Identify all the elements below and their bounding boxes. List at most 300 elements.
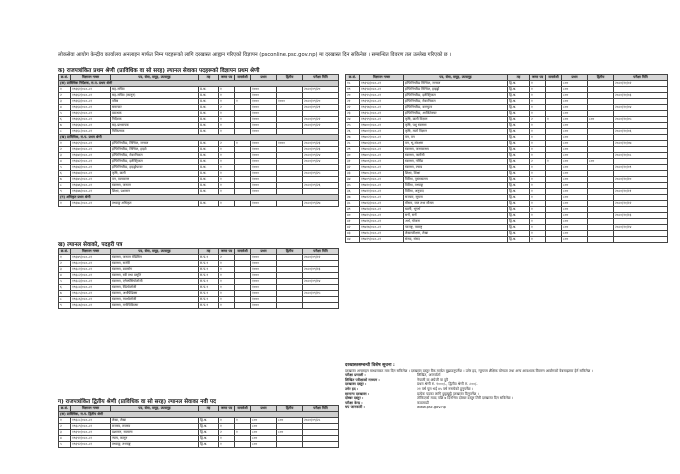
table-cell: १	[546, 117, 562, 123]
table-cell: वन, भू-संरक्षण	[404, 141, 508, 147]
table-cell: द्वि.श्र.	[508, 117, 530, 123]
table-cell: २२	[346, 105, 360, 111]
table-cell: स्वास्थ्य, प्याथोलोजी	[111, 297, 199, 303]
table-cell: ३४	[346, 177, 360, 183]
table-cell: ८००	[562, 93, 588, 99]
table-cell: ८००	[562, 225, 588, 231]
table-cell: ८००	[562, 147, 588, 153]
table-cell: १	[219, 303, 235, 309]
table-cell: १	[530, 219, 546, 225]
table-cell: २०८०/०९/२०	[303, 99, 339, 105]
col-first: प्रथम	[251, 75, 277, 81]
table-cell: विविध, अनुवाद	[404, 189, 508, 195]
col-post: पद, सेवा, समूह, उपसमूह	[111, 249, 199, 255]
note-value: प्रत्येक पदका लागि छुट्टाछुट्टै दरखास्त दिनुपर्नेछ ।	[417, 391, 479, 396]
table-cell: २०८०/०९/१५	[303, 291, 339, 297]
table-cell: ८००	[562, 201, 588, 207]
table-cell: २०८०/०९/१३	[303, 267, 339, 273]
table-cell: स्वास्थ्य, बालरोग	[111, 267, 199, 273]
note-value: तोकिएको म्याद पछि ७ दिनभित्र दोब्बर दस्तुर तिरी दरखास्त दिन सकिनेछ ।	[417, 396, 513, 401]
table-cell: रा.प.१	[199, 285, 219, 291]
table-cell: शिक्षा, प्रशासन	[111, 189, 199, 195]
table-cell: १०००	[251, 153, 277, 159]
table-cell: १	[219, 153, 235, 159]
table-cell: प्र.श्र.	[199, 87, 219, 93]
table-cell: प्र.श्र.	[199, 153, 219, 159]
table-cell: १९७०८/०८०-८१	[360, 171, 404, 177]
table-cell: १०००	[277, 141, 303, 147]
table-cell: ८००	[562, 237, 588, 243]
table-cell: १	[530, 231, 546, 237]
table-cell: ८००	[562, 213, 588, 219]
table-cell: १०००	[251, 261, 277, 267]
col-reserved: समावेशी	[546, 75, 562, 81]
table-cell: १	[530, 189, 546, 195]
table-cell: १०००	[251, 117, 277, 123]
table-cell: १	[530, 201, 546, 207]
table-cell: १	[530, 87, 546, 93]
table-cell: ८००	[251, 442, 277, 448]
table-cell: ४०	[346, 213, 360, 219]
col-second: द्वितीय	[588, 75, 614, 81]
table-cell: ८००	[562, 87, 588, 93]
table-cell: १०००	[251, 147, 277, 153]
note-value: २१ वर्ष पूरा भई ४५ वर्ष ननाघेको हुनुपर्नेछ ।	[417, 386, 474, 391]
note-key: परीक्षा केन्द्र :	[345, 400, 363, 405]
table-cell: १	[530, 111, 546, 117]
table-cell: १९६६९/०८०-८१	[71, 141, 111, 147]
table-cell: ३	[59, 267, 71, 273]
table-cell: २	[59, 93, 71, 99]
col-post: पद, सेवा, समूह, उपसमूह	[111, 406, 199, 412]
table-cell: २०८०/१०/०२	[614, 81, 668, 87]
table-cell: १९६८५/०८०-८१	[71, 291, 111, 297]
table-cell	[614, 237, 668, 243]
table-cell: द्वि.श्र.	[508, 129, 530, 135]
table-cell	[277, 201, 303, 207]
table-cell: १०००	[251, 297, 277, 303]
table-cell: स्वास्थ्य, अर्थोपेडिक्स	[111, 291, 199, 297]
table-cell: निर्देशक	[111, 117, 199, 123]
note-value: प्रथम श्रेणी रु. १०००/-, द्वितीय श्रेणी रु. ८००/-	[417, 382, 478, 387]
table-cell: सह-प्राध्यापक	[111, 123, 199, 129]
table-cell: २०८०/०९/२२	[303, 117, 339, 123]
table-cell: द्वि.श्र.	[199, 430, 219, 436]
table-cell: द्वि.श्र.	[199, 436, 219, 442]
table-cell: ८००	[562, 165, 588, 171]
table-cell: १	[219, 285, 235, 291]
table-cell: वरिष्ठ	[111, 99, 199, 105]
table-cell: द्वि.श्र.	[508, 219, 530, 225]
table-cell: २	[219, 255, 235, 261]
table-cell: १९६९६/०८०-८१	[360, 99, 404, 105]
table-cell: ८००	[562, 99, 588, 105]
table-cell: २०८०/०९/२४	[303, 153, 339, 159]
table-cell: विविध, पुस्तकालय	[404, 177, 508, 183]
note-item	[345, 405, 667, 410]
table-cell: १	[530, 195, 546, 201]
table-cell: २	[59, 261, 71, 267]
col-sn: क्र.सं.	[346, 75, 360, 81]
table-cell: २७	[346, 135, 360, 141]
table-cell: ८००	[562, 153, 588, 159]
table-cell	[277, 442, 303, 448]
intro-paragraph: लोकसेवा आयोग केन्द्रीय कार्यालय अनलाइन मार्फत निम्न पदहरूको लागि दरखास्त आह्वान गरिएको विज्ञापन (psconline.psc.gov.np) मा दरखास्त दिन सकिनेछ । सम्बन्धित विवरण तल उल्लेख गरिएको छ ।	[58, 52, 452, 58]
table-cell: प्रशासन, सामान्य	[111, 430, 199, 436]
table-cell: ८००	[251, 436, 277, 442]
table-cell: १	[219, 159, 235, 165]
table-cell: १	[235, 430, 251, 436]
table-cell: मौसम, जल तथा मौसम	[404, 201, 508, 207]
table-cell: ८००	[562, 195, 588, 201]
section-a-title: क) राजपत्रांकित प्रथम श्रेणी (प्राविधिक वा सो सरह) ल्यानल सेवाका पदहरूको विज्ञापन प्रथम श्रेणी	[58, 68, 260, 74]
table-cell: १	[219, 279, 235, 285]
table-cell: १	[530, 81, 546, 87]
table-cell: २०८०/१०/१०	[614, 177, 668, 183]
table-cell: ३	[59, 153, 71, 159]
table-cell: १९६६४/०८०-८१	[71, 105, 111, 111]
col-level: तह	[199, 406, 219, 412]
table-cell: १	[530, 237, 546, 243]
table-cell: द्वि.श्र.	[508, 87, 530, 93]
table-cell: १	[219, 111, 235, 117]
table-cell: १	[219, 261, 235, 267]
table-cell: २०८०/०९/२७	[303, 201, 339, 207]
table-cell: स्वास्थ्य, स्त्री तथा प्रसूति	[111, 273, 199, 279]
table-cell: १९७१०/०८०-८१	[360, 183, 404, 189]
table-cell: १८	[346, 81, 360, 87]
table-cell: १	[530, 207, 546, 213]
table-cell: रा.प.१	[199, 273, 219, 279]
table-cell: लेखा, लेखा	[111, 418, 199, 424]
table-cell: इन्जिनियरिङ, हाइड्रोपावर	[111, 165, 199, 171]
table-cell: २०८०/१०/०९	[614, 165, 668, 171]
table-cell: ८००	[562, 129, 588, 135]
table-cell: द्वि.श्र.	[508, 123, 530, 129]
table-cell: १९७०७/०८०-८१	[360, 165, 404, 171]
table-cell: द्वि.श्र.	[508, 195, 530, 201]
table-cell: २	[530, 117, 546, 123]
table-cell: १९७०१/०८०-८१	[360, 129, 404, 135]
table-a	[58, 74, 339, 207]
table-cell: १९७१८/०८०-८१	[360, 231, 404, 237]
table-cell: १	[235, 99, 251, 105]
table-cell: रा.प.१	[199, 255, 219, 261]
table-cell: १०००	[251, 285, 277, 291]
table-cell: द्वि.श्र.	[508, 111, 530, 117]
table-cell: इन्जिनियरिङ, इलेक्ट्रिकल	[111, 159, 199, 165]
table-cell: कृषि, माटो विज्ञान	[404, 129, 508, 135]
table-cell: स्वास्थ्य, जनस्वास्थ्य	[404, 147, 508, 153]
table-cell: ८००	[562, 111, 588, 117]
table-cell: १९६८८/०८०-८१	[71, 418, 111, 424]
table-cell: १९७१५/०८०-८१	[360, 213, 404, 219]
table-cell: २०८०/१०/०४	[614, 105, 668, 111]
table-cell: द्वि.श्र.	[508, 135, 530, 141]
table-cell: प्र.श्र.	[199, 93, 219, 99]
table-cell: ४	[59, 273, 71, 279]
table-cell: १०००	[251, 255, 277, 261]
table-cell: १०००	[251, 87, 277, 93]
table-cell: २०८०/१०/१२	[614, 201, 668, 207]
table-cell: १०००	[251, 165, 277, 171]
table-cell: १	[219, 117, 235, 123]
table-cell: इन्जिनियरिङ, सिभिल, हाइवे	[111, 147, 199, 153]
table-cell: द्वि.श्र.	[508, 225, 530, 231]
table-cell: १९७१२/०८०-८१	[360, 195, 404, 201]
table-cell: २०	[346, 93, 360, 99]
table-cell: इन्जिनियरिङ, कम्प्युटर	[404, 105, 508, 111]
table-cell: द्वि.श्र.	[508, 171, 530, 177]
table-cell: १	[219, 442, 235, 448]
table-cell: तथ्याङ्क अधिकृत	[111, 201, 199, 207]
table-cell: प्र.श्र.	[199, 177, 219, 183]
section-b-title: ख) ल्यानल सेवाको, पदहरी पत्र	[58, 242, 123, 248]
notes-body: दरखास्त अनलाइन माध्यमबाट मात्र दिन सकिनेछ । दरखास्त दस्तुर बैंक मार्फत बुझाउनुपर्नेछ । उमेर हद, न्यूनतम शैक्षिक योग्यता तथा अन्य आवश्यक विवरण आयोगको वेबसाइटमा हेर्न सकिनेछ ।	[345, 368, 593, 373]
table-cell: प्र.श्र.	[199, 123, 219, 129]
table-cell	[277, 303, 303, 309]
table-cell: ६	[59, 171, 71, 177]
table-cell: १९६८३/०८०-८१	[71, 279, 111, 285]
table-cell: १९६६१/०८०-८१	[71, 87, 111, 93]
table-cell: रा.प.१	[199, 291, 219, 297]
table-cell: प्रबन्धक	[111, 111, 199, 117]
table-cell: ३०	[346, 153, 360, 159]
note-value: लिखित, अन्तर्वार्ता	[417, 373, 441, 378]
table-cell: स्वास्थ्य, फार्मेसी	[404, 153, 508, 159]
table-cell: १	[219, 93, 235, 99]
table-cell: २०८०/१०/१३	[614, 213, 668, 219]
table-cell: २०८०/१०/०६	[614, 129, 668, 135]
table-cell: शिक्षा, शिक्षा	[404, 171, 508, 177]
table-cell: ८००	[562, 171, 588, 177]
col-first: प्रथम	[562, 75, 588, 81]
table-cell: द्वि.श्र.	[508, 153, 530, 159]
table-cell: ४	[59, 159, 71, 165]
table-cell: १९६७३/०८०-८१	[71, 165, 111, 171]
col-date: परीक्षा मिति	[303, 249, 339, 255]
col-date: परीक्षा मिति	[303, 406, 339, 412]
table-row	[346, 237, 668, 243]
table-cell: २	[219, 430, 235, 436]
table-cell: २९	[346, 147, 360, 153]
table-cell: ३७	[346, 195, 360, 201]
table-cell: ८००	[277, 430, 303, 436]
table-cell: १०००	[251, 189, 277, 195]
note-key: परीक्षा प्रणाली :	[345, 373, 366, 378]
col-date: परीक्षा मिति	[303, 75, 339, 81]
table-cell: द्वि.श्र.	[508, 207, 530, 213]
table-cell: द्वि.श्र.	[508, 105, 530, 111]
table-cell: १९६९५/०८०-८१	[360, 93, 404, 99]
table-cell: १०००	[251, 279, 277, 285]
table-cell: द्वि.श्र.	[508, 201, 530, 207]
table-cell: २०८०/०९/२३	[303, 141, 339, 147]
note-key: थप जानकारी :	[345, 405, 365, 410]
table-cell: खानी, भूगर्भ	[404, 207, 508, 213]
table-cell: २	[59, 424, 71, 430]
table-cell: कृषि, पशु स्वास्थ्य	[404, 123, 508, 129]
table-cell: १	[235, 418, 251, 424]
table-cell: इन्जिनियरिङ, मेकानिकल	[111, 153, 199, 159]
table-cell: सह-सचिव	[111, 87, 199, 93]
table-cell: स्वास्थ्य, ल्याब	[404, 165, 508, 171]
table-cell: १९६९३/०८०-८१	[360, 81, 404, 87]
subheading: (ख) प्राविधिक, रा.प. प्रथम श्रेणी	[59, 135, 339, 141]
table-b	[58, 248, 339, 309]
table-cell: १	[530, 177, 546, 183]
notes-section	[345, 364, 667, 410]
table-cell: १	[530, 171, 546, 177]
table-cell: २०८०/०९/१२	[303, 255, 339, 261]
table-cell: १	[59, 418, 71, 424]
col-second: द्वितीय	[277, 406, 303, 412]
table-cell: १९७१९/०८०-८१	[360, 237, 404, 243]
table-cell: ८००	[562, 105, 588, 111]
table-cell: ५	[59, 111, 71, 117]
col-level: तह	[508, 75, 530, 81]
table-cell: २८	[346, 141, 360, 147]
table-cell: ९	[59, 189, 71, 195]
table-cell: ३२	[346, 165, 360, 171]
table-cell: चिकित्सक	[111, 129, 199, 135]
table-cell: प्र.श्र.	[199, 183, 219, 189]
table-cell: १९७०३/०८०-८१	[360, 141, 404, 147]
table-cell: ९	[59, 303, 71, 309]
table-cell: प्र.श्र.	[199, 129, 219, 135]
table-cell: रा.प.१	[199, 261, 219, 267]
col-post: पद, सेवा, समूह, उपसमूह	[404, 75, 508, 81]
table-cell: द्वि.श्र.	[508, 183, 530, 189]
table-cell: १९६८१/०८०-८१	[71, 267, 111, 273]
table-cell: कृषि, बाली विज्ञान	[404, 117, 508, 123]
table-cell: १९७०९/०८०-८१	[360, 177, 404, 183]
col-adv: विज्ञापन नम्बर	[71, 75, 111, 81]
note-key: दरखास्त दस्तुर :	[345, 382, 367, 387]
table-cell: द्वि.श्र.	[508, 141, 530, 147]
table-cell: १९६८२/०८०-८१	[71, 273, 111, 279]
table-cell: १९६९२/०८०-८१	[71, 442, 111, 448]
table-cell: १९	[346, 87, 360, 93]
table-cell	[303, 442, 339, 448]
table-cell: ३	[59, 430, 71, 436]
table-cell: २०८०/०९/२६	[303, 183, 339, 189]
table-cell: परराष्ट्र, परराष्ट्र	[404, 225, 508, 231]
table-row	[59, 442, 339, 448]
table-cell: ८००	[562, 219, 588, 225]
table-cell: १९६८०/०८०-८१	[71, 261, 111, 267]
table-cell: द्वि.श्र.	[508, 99, 530, 105]
table-cell: १९६७०/०८०-८१	[71, 147, 111, 153]
table-cell: १९६८६/०८०-८१	[71, 297, 111, 303]
table-cell: १	[530, 141, 546, 147]
table-cell: १०००	[251, 183, 277, 189]
table-cell: २०८०/१०/०७	[614, 141, 668, 147]
table-cell: १	[219, 273, 235, 279]
table-cell: ६	[59, 117, 71, 123]
table-cell: १	[219, 436, 235, 442]
table-cell: लेखापरीक्षण, लेखा	[404, 231, 508, 237]
table-cell: ८	[59, 297, 71, 303]
table-cell: १	[219, 177, 235, 183]
note-value: काठमाडौं	[417, 400, 429, 405]
table-cell: वन, वन	[404, 135, 508, 141]
subheading: (क) प्राविधिक निर्देशक, रा.प. प्रथम श्रेणी	[59, 81, 339, 87]
col-total: जम्मा पद	[219, 249, 235, 255]
col-second: द्वितीय	[277, 249, 303, 255]
table-cell: रा.प.१	[199, 297, 219, 303]
table-cell: १९६६५/०८०-८१	[71, 111, 111, 117]
col-total: जम्मा पद	[530, 75, 546, 81]
table-cell: १	[530, 153, 546, 159]
col-total: जम्मा पद	[219, 406, 235, 412]
table-cell: प्र.श्र.	[199, 141, 219, 147]
table-cell: १	[219, 123, 235, 129]
table-cell: ८००	[562, 135, 588, 141]
table-cell: वन, वातावरण	[111, 177, 199, 183]
table-cell: १९६८४/०८०-८१	[71, 285, 111, 291]
table-cell: ८००	[562, 177, 588, 183]
table-cell: १	[219, 165, 235, 171]
table-cell: २	[219, 141, 235, 147]
table-cell: २१	[346, 99, 360, 105]
table-cell: द्वि.श्र.	[508, 81, 530, 87]
table-cell	[235, 442, 251, 448]
table-cell: स्वास्थ्य, जनरल	[111, 183, 199, 189]
note-value: www.psc.gov.np	[417, 405, 446, 410]
table-cell: ८००	[277, 418, 303, 424]
note-value: नेपाली वा अंग्रेजी वा दुवै	[417, 377, 449, 382]
table-cell: १०००	[251, 171, 277, 177]
table-cell: अर्थ, योजना	[404, 219, 508, 225]
table-cell: प्र.श्र.	[199, 189, 219, 195]
table-cell: ८००	[562, 123, 588, 129]
table-cell: १९६६२/०८०-८१	[71, 93, 111, 99]
table-cell	[303, 303, 339, 309]
table-cell: १	[59, 201, 71, 207]
table-cell: १९६६३/०८०-८१	[71, 99, 111, 105]
table-cell: १९६९८/०८०-८१	[360, 111, 404, 117]
table-cell: १०००	[251, 273, 277, 279]
col-reserved: समावेशी	[235, 406, 251, 412]
table-cell: १९६९१/०८०-८१	[71, 436, 111, 442]
col-reserved: समावेशी	[235, 75, 251, 81]
table-cell: द्वि.श्र.	[508, 237, 530, 243]
table-cell: २	[59, 147, 71, 153]
table-cell: १०००	[251, 105, 277, 111]
table-cell: १	[59, 255, 71, 261]
table-cell: ८००	[251, 430, 277, 436]
table-cell: १०००	[251, 123, 277, 129]
table-cell: १९६८७/०८०-८१	[71, 303, 111, 309]
table-cell: १	[59, 87, 71, 93]
table-cell: स्वास्थ्य, नर्सिङ	[404, 159, 508, 165]
table-cell: ५	[59, 279, 71, 285]
table-cell: २०८०/१०/०८	[614, 153, 668, 159]
col-sn: क्र.सं.	[59, 75, 71, 81]
table-cell: प्र.श्र.	[199, 117, 219, 123]
table-cell: प्र.श्र.	[199, 111, 219, 117]
table-cell: २०८०/०९/२०	[303, 87, 339, 93]
table-cell: स्वास्थ्य, जनरल मेडिसिन	[111, 255, 199, 261]
table-cell: १०००	[251, 99, 277, 105]
table-cell	[588, 237, 614, 243]
table-cell: ३	[59, 99, 71, 105]
col-adv: विज्ञापन नम्बर	[71, 406, 111, 412]
table-cell: १९६७६/०८०-८१	[71, 183, 111, 189]
table-cell: ४२	[346, 225, 360, 231]
table-row	[59, 201, 339, 207]
